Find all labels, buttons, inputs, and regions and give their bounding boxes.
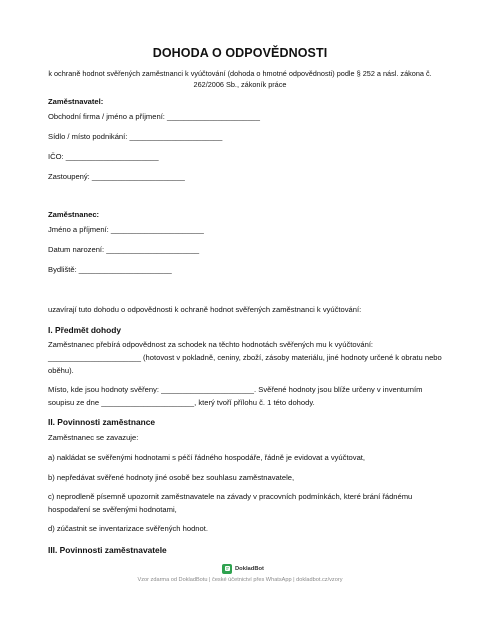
- employee-residence-field: Bydliště: ______________________: [48, 265, 172, 274]
- section3-heading: III. Povinnosti zaměstnavatele: [48, 545, 167, 555]
- section2-item-b: b) nepředávat svěřené hodnoty jiné osobě bez souhlasu zaměstnavatele,: [48, 473, 295, 482]
- section2-item-c: c) neprodleně písemně upozornit zaměstnavatele na závady v pracovních podmínkách, které brání řádnému hospodaření se svěřenými hodnotami,: [48, 492, 413, 515]
- section1-paragraph-1: Zaměstnanec přebírá odpovědnost za schodek na těchto hodnotách svěřených mu k vyúčtování: ______________________ (hotovost v pokladně, ceniny, zboží, zásoby materiálu, jiné hodnoty určené k obratu nebo oběhu).: [48, 340, 442, 376]
- section1-paragraph-2: Místo, kde jsou hodnoty svěřeny: ______________________. Svěřené hodnoty jsou blíže určeny v inventurním soupisu ze dne ______________________, který tvoří přílohu č. 1 této dohody.: [48, 385, 423, 408]
- document-subtitle: k ochraně hodnot svěřených zaměstnanci k vyúčtování (dohoda o hmotné odpovědnosti) podle § 252 a násl. zákona č. 262/2006 Sb., zákoník práce: [48, 69, 432, 89]
- employer-name-field: Obchodní firma / jméno a příjmení: ______________________: [48, 112, 260, 121]
- footer-text: Vzor zdarma od DokladBotu | české účetnictví přes WhatsApp | dokladbot.cz/vzory: [137, 577, 343, 583]
- section1-heading: I. Předmět dohody: [48, 325, 122, 335]
- footer-logo: [222, 563, 264, 574]
- document-title: DOHODA O ODPOVĚDNOSTI: [152, 46, 328, 60]
- employee-heading: Zaměstnanec:: [48, 210, 100, 219]
- employer-heading: Zaměstnavatel:: [48, 97, 104, 106]
- section2-item-d: d) zúčastnit se inventarizace svěřených hodnot.: [48, 524, 208, 533]
- employer-representative-field: Zastoupený: ______________________: [48, 172, 185, 181]
- section2-item-a: a) nakládat se svěřenými hodnotami s péčí řádného hospodáře, řádně je evidovat a vyúčtovat,: [48, 453, 366, 462]
- section2-lead: Zaměstnanec se zavazuje:: [48, 433, 139, 442]
- intro-text: uzavírají tuto dohodu o odpovědnosti k ochraně hodnot svěřených zaměstnanci k vyúčtování:: [48, 305, 362, 314]
- employee-birthdate-field: Datum narození: ______________________: [48, 245, 200, 254]
- employer-ico-field: IČO: ______________________: [48, 152, 159, 161]
- employee-name-field: Jméno a příjmení: ______________________: [48, 225, 204, 234]
- footer-logo-text: DokladBot: [235, 565, 264, 572]
- employer-address-field: Sídlo / místo podnikání: ______________________: [48, 132, 223, 141]
- dokladbot-logo-icon: [222, 564, 232, 574]
- section2-heading: II. Povinnosti zaměstnance: [48, 417, 156, 427]
